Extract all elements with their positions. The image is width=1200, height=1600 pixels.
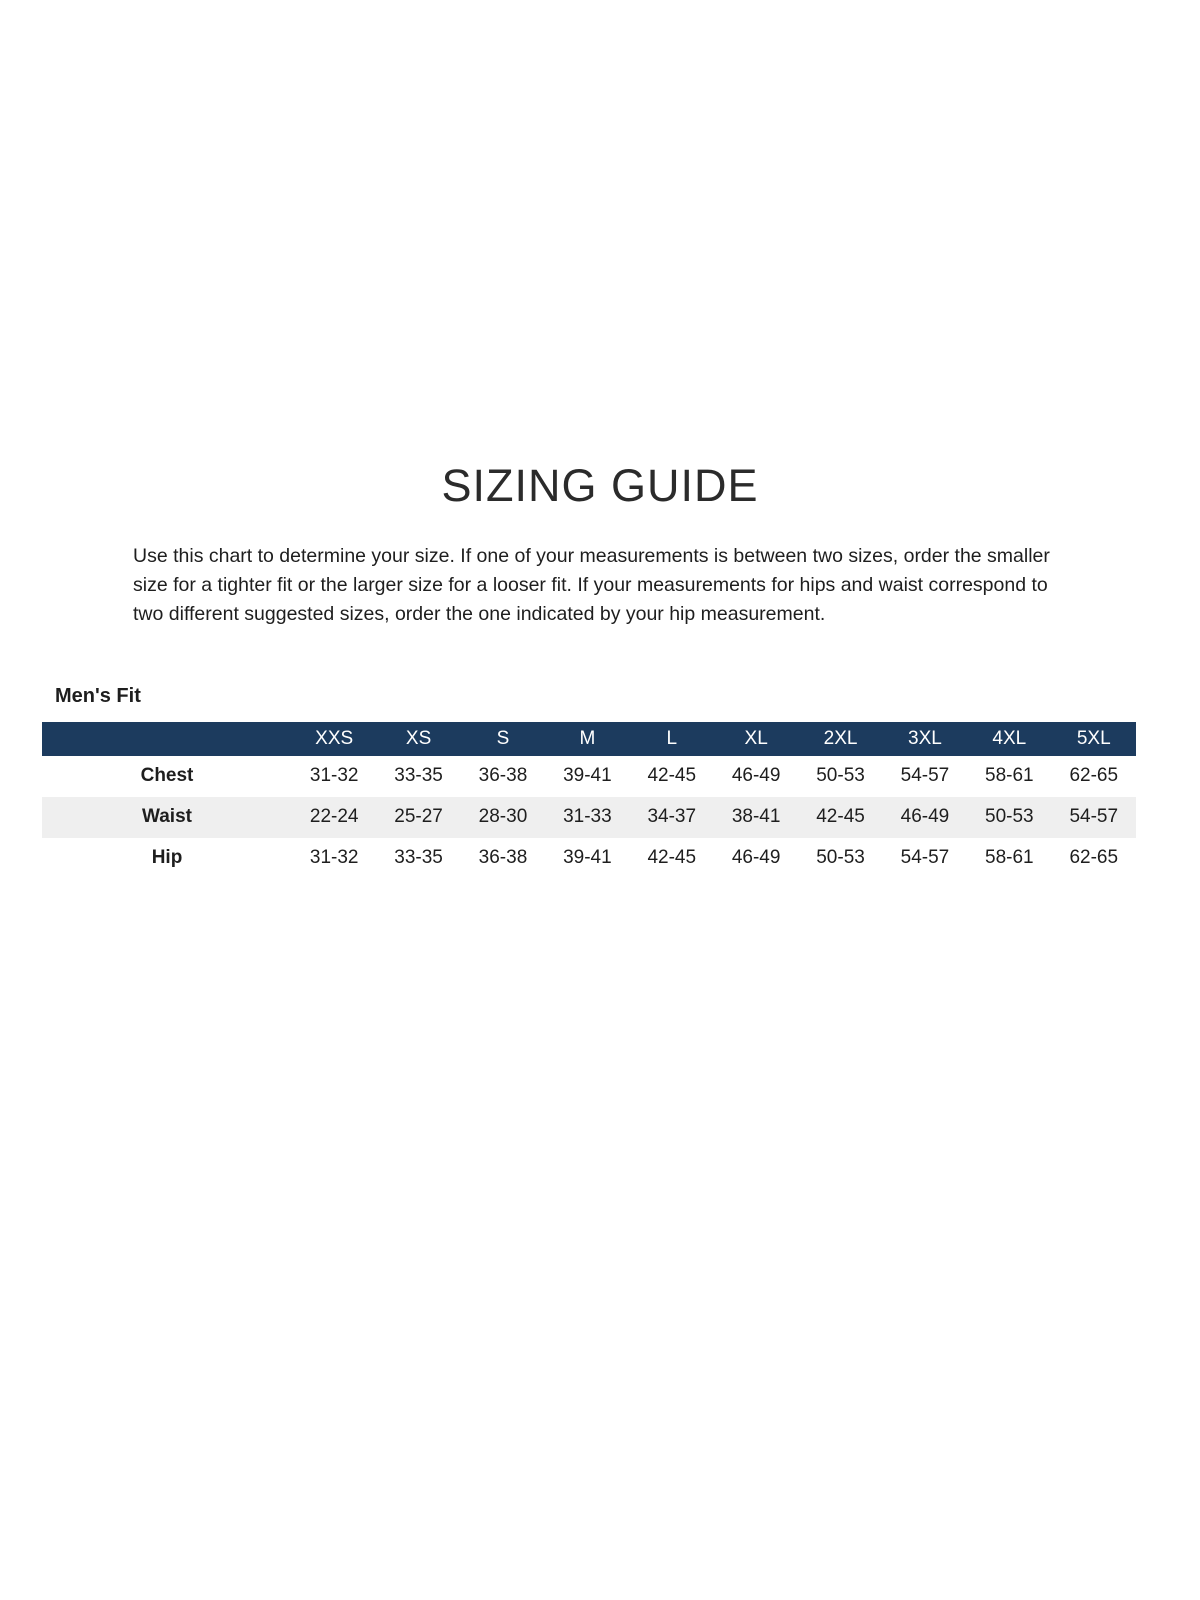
- page-title: SIZING GUIDE: [441, 460, 759, 511]
- size-value-cell: 50-53: [816, 765, 865, 787]
- table-row: [42, 838, 1136, 879]
- size-value-cell: 36-38: [478, 847, 528, 869]
- size-value-cell: 54-57: [1069, 806, 1119, 828]
- size-value-cell: 42-45: [816, 806, 865, 828]
- header-size-cell: L: [630, 722, 714, 756]
- size-value-cell: 42-45: [647, 765, 697, 787]
- size-value-cell: 39-41: [563, 847, 612, 869]
- size-value-cell: 54-57: [900, 765, 950, 787]
- header-size-cell: XL: [714, 722, 798, 756]
- size-value-cell: 39-41: [563, 765, 612, 787]
- size-value-cell: 62-65: [1069, 765, 1119, 787]
- header-size-cell: XXS: [292, 722, 376, 756]
- size-value-cell: 58-61: [985, 847, 1034, 869]
- size-value-cell: 50-53: [985, 806, 1034, 828]
- size-table: [42, 722, 1136, 879]
- size-value-cell: 42-45: [647, 847, 697, 869]
- row-label-cell: Waist: [142, 806, 192, 828]
- header-size-cell: 5XL: [1052, 722, 1136, 756]
- header-size-cell: 3XL: [883, 722, 967, 756]
- header-size-cell: 2XL: [798, 722, 882, 756]
- size-value-cell: 22-24: [309, 806, 359, 828]
- table-row: [42, 797, 1136, 838]
- header-size-cell: XS: [376, 722, 460, 756]
- size-value-cell: 50-53: [816, 847, 865, 869]
- size-value-cell: 31-32: [309, 847, 359, 869]
- size-value-cell: 28-30: [478, 806, 528, 828]
- header-empty-cell: [42, 722, 292, 756]
- size-value-cell: 31-33: [563, 806, 612, 828]
- size-table-header-row: [42, 722, 1136, 756]
- intro-paragraph: Use this chart to determine your size. If one of your measurements is between two sizes, order the smaller size for a tighter fit or the larger size for a looser fit. If your measurements for hips and waist correspond to two different suggested sizes, order the one indicated by your hip measurement.: [133, 545, 1050, 625]
- size-value-cell: 46-49: [731, 765, 781, 787]
- header-size-cell: 4XL: [967, 722, 1051, 756]
- size-value-cell: 36-38: [478, 765, 528, 787]
- section-label-mens-fit: Men's Fit: [55, 684, 141, 707]
- header-size-cell: M: [545, 722, 629, 756]
- size-value-cell: 62-65: [1069, 847, 1119, 869]
- size-value-cell: 46-49: [731, 847, 781, 869]
- table-row: [42, 756, 1136, 797]
- size-value-cell: 54-57: [900, 847, 950, 869]
- size-value-cell: 38-41: [731, 806, 781, 828]
- size-value-cell: 58-61: [985, 765, 1034, 787]
- size-value-cell: 46-49: [900, 806, 950, 828]
- size-value-cell: 33-35: [394, 765, 443, 787]
- size-value-cell: 25-27: [394, 806, 443, 828]
- size-value-cell: 31-32: [309, 765, 359, 787]
- header-size-cell: S: [461, 722, 545, 756]
- row-label-cell: Hip: [151, 847, 183, 869]
- row-label-cell: Chest: [140, 765, 194, 787]
- size-value-cell: 34-37: [647, 806, 697, 828]
- size-value-cell: 33-35: [394, 847, 443, 869]
